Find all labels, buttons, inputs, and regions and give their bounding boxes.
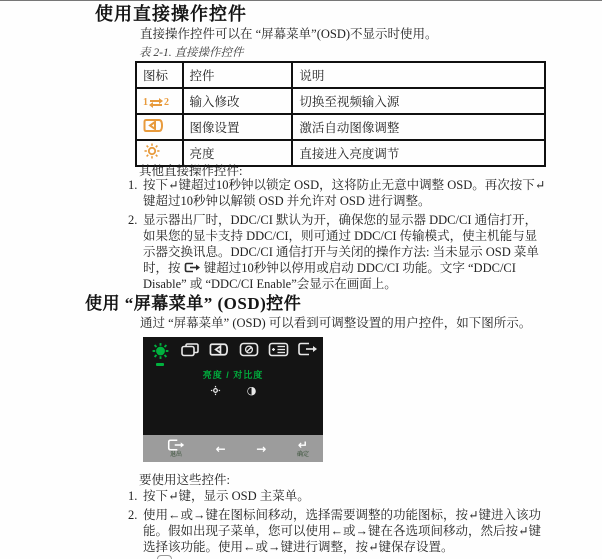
list-item: 2. 使用←或→键在图标间移动，选择需要调整的功能图标，按↵键进入该功能。假如出现子菜单，您可以使用←或→键在各选项间移动，然后按↵键选择该功能。使用←或→键进行调整，按↵键保存设置。 [128,508,541,554]
list-item-text: 按下↵键超过10秒钟以锁定 OSD，这将防止无意中调整 OSD。再次按下↵键超过10秒钟以解锁 OSD 并允许对 OSD 进行调整。 [143,178,546,208]
selected-indicator [156,363,164,366]
exit-label: 退出 [169,452,182,458]
left-arrow-icon: ← [215,441,226,456]
table-header-row [136,62,545,88]
exit-icon [167,439,185,451]
osd-menu-screenshot [143,337,323,462]
brightness-small-icon [210,385,221,396]
input-change-icon: 1 2 [143,96,169,108]
cut-off-icon-fragment [157,555,172,559]
control-name: 亮度 [183,140,293,166]
osd-section-intro: 通过 “屏幕菜单” (OSD) 可以看到可调整设置的用户控件，如下图所示。 [140,316,532,330]
enter-icon: ↵ [297,438,308,452]
page-title: 使用直接操作控件 [95,4,247,24]
header-control: 控件 [183,62,293,88]
control-name: 输入修改 [183,88,293,114]
osd-section-title: 使用 “屏幕菜单” (OSD)控件 [85,294,302,313]
right-arrow-icon: → [256,441,267,456]
image-properties-icon [237,342,261,366]
header-description: 说明 [292,62,545,88]
control-description: 切换至视频输入源 [292,88,545,114]
list-item-text: 显示器出厂时，DDC/CI 默认为开，确保您的显示器 DDC/CI 通信打开，如果您的显卡支持 DDC/CI，则可通过 DDC/CI 传输模式，使主机能与显示器交换讯息。DDC/CI 通信打开与关闭的操作方法: 当未显示 OSD 菜单时，按 [143,213,539,275]
list-item: 2. 显示器出厂时，DDC/CI 默认为开，确保您的显示器 DDC/CI 通信打开，如果您的显卡支持 DDC/CI，则可通过 DDC/CI 传输模式，使主机能与显示器交换讯息。DDC/CI 通信打开与关闭的操作方法: 当未显示 OSD 菜单时，按 键超过10秒钟以停用或启动 DDC/CI 功能。文字 “DDC/CI Disable” 或 “DDC/CI Enable”会显示在画面上。 [128,213,539,291]
header-icon: 图标 [136,62,183,88]
list-item-text: 使用←或→键在图标间移动，选择需要调整的功能图标，按↵键进入该功能。假如出现子菜单，您可以使用←或→键在各选项间移动，然后按↵键选择该功能。使用←或→键进行调整，按↵键保存设置。 [143,508,541,554]
image-setup-icon [143,118,165,133]
ok-label: 确定 [296,452,309,458]
control-name: 图像设置 [183,114,293,140]
exit-key-icon [184,262,201,273]
ok-button [297,439,309,458]
brightness-icon [143,143,161,159]
other-controls-list [128,177,548,295]
direct-controls-intro: 直接操作控件可以在 “屏幕菜单”(OSD)不显示时使用。 [140,27,438,41]
osd-button-bar [143,435,323,462]
list-item-text: 键超过10秒钟以停用或启动 DDC/CI 功能。文字 “DDC/CI Disable” 或 “DDC/CI Enable”会显示在画面上。 [143,261,516,291]
options-icon [266,342,290,366]
use-controls-heading: 要使用这些控件: [139,473,230,487]
list-item: 1. 按下↵键，显示 OSD 主菜单。 [128,489,310,503]
list-item-text: 按下↵键，显示 OSD 主菜单。 [143,489,310,503]
osd-sub-icons [143,385,323,396]
contrast-icon: ◑ [246,384,257,397]
use-controls-list [128,488,548,558]
control-description: 激活自动图像调整 [292,114,545,140]
osd-menu-label: 亮度 / 对比度 [202,370,264,380]
exit-button [167,439,185,458]
direct-controls-table [135,61,546,167]
control-description: 直接进入亮度调节 [292,140,545,166]
scan-artifact-line [0,0,602,1]
exit-icon [296,342,320,366]
list-item: 1. 按下↵键超过10秒钟以锁定 OSD，这将防止无意中调整 OSD。再次按下↵键超过10秒钟以解锁 OSD 并允许对 OSD 进行调整。 [128,178,546,208]
table-caption: 表 2-1. 直接操作控件 [139,47,244,59]
brightness-icon [148,342,172,366]
osd-icon-row [148,342,320,366]
table-row [136,114,545,140]
image-position-icon [178,342,202,366]
table-row [136,88,545,114]
other-controls-heading: 其他直接操作控件: [139,164,243,178]
image-setup-icon [207,342,231,366]
